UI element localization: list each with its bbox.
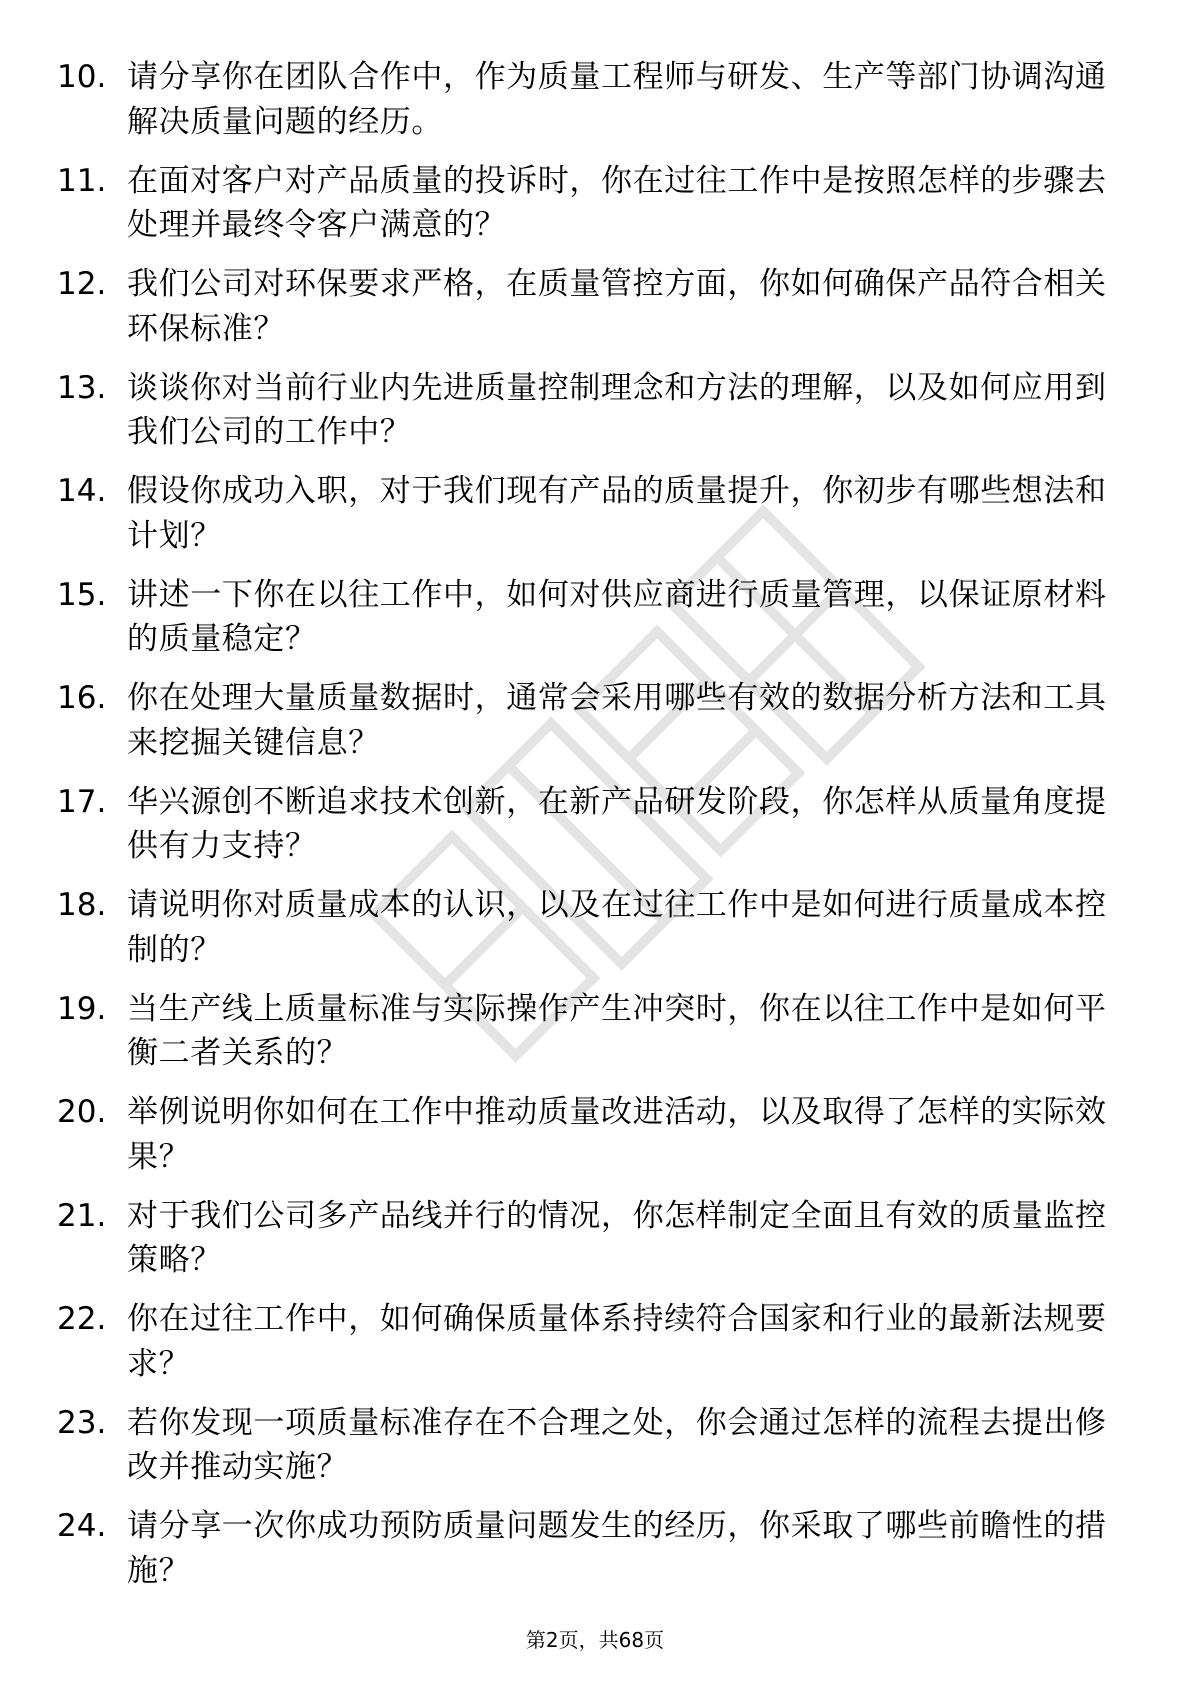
question-text: 在面对客户对产品质量的投诉时，你在过往工作中是按照怎样的步骤去处理并最终令客户满意的？ [127, 162, 1107, 243]
question-number: 11. [57, 162, 107, 199]
question-item [57, 780, 1107, 869]
question-item [57, 676, 1107, 765]
question-number: 13. [57, 369, 107, 406]
page-number: 第2页，共68页 [525, 1628, 665, 1652]
question-list [57, 55, 1107, 1608]
question-text: 你在处理大量质量数据时，通常会采用哪些有效的数据分析方法和工具来挖掘关键信息？ [127, 680, 1107, 761]
question-item [57, 883, 1107, 972]
question-text: 谈谈你对当前行业内先进质量控制理念和方法的理解，以及如何应用到我们公司的工作中？ [127, 369, 1107, 450]
question-item [57, 469, 1107, 558]
question-text: 假设你成功入职，对于我们现有产品的质量提升，你初步有哪些想法和计划？ [127, 473, 1107, 554]
question-item [57, 573, 1107, 662]
question-text: 对于我们公司多产品线并行的情况，你怎样制定全面且有效的质量监控策略？ [127, 1197, 1107, 1278]
question-number: 18. [57, 887, 107, 923]
question-item [57, 1401, 1107, 1490]
question-number: 23. [57, 1404, 107, 1441]
question-number: 24. [57, 1508, 107, 1544]
question-item [57, 262, 1107, 351]
question-text: 当生产线上质量标准与实际操作产生冲突时，你在以往工作中是如何平衡二者关系的？ [127, 990, 1107, 1071]
question-number: 16. [57, 680, 107, 716]
question-text: 华兴源创不断追求技术创新，在新产品研发阶段，你怎样从质量角度提供有力支持？ [127, 783, 1107, 864]
question-number: 12. [57, 266, 107, 302]
question-text: 请分享一次你成功预防质量问题发生的经历，你采取了哪些前瞻性的措施？ [127, 1508, 1107, 1589]
question-item [57, 1194, 1107, 1283]
question-item [57, 987, 1107, 1076]
question-text: 若你发现一项质量标准存在不合理之处，你会通过怎样的流程去提出修改并推动实施？ [127, 1404, 1107, 1485]
question-text: 讲述一下你在以往工作中，如何对供应商进行质量管理，以保证原材料的质量稳定？ [127, 576, 1107, 657]
question-item [57, 1297, 1107, 1386]
question-number: 14. [57, 473, 107, 509]
question-number: 22. [57, 1301, 107, 1337]
question-item [57, 1504, 1107, 1593]
question-text: 我们公司对环保要求严格，在质量管控方面，你如何确保产品符合相关环保标准？ [127, 266, 1107, 347]
question-item [57, 366, 1107, 455]
question-number: 17. [57, 783, 107, 820]
question-item [57, 55, 1107, 144]
question-item [57, 159, 1107, 248]
question-number: 21. [57, 1197, 107, 1234]
question-item [57, 1090, 1107, 1179]
question-text: 请分享你在团队合作中，作为质量工程师与研发、生产等部门协调沟通解决质量问题的经历。 [127, 59, 1107, 140]
question-number: 10. [57, 59, 107, 95]
question-number: 20. [57, 1094, 107, 1130]
question-number: 19. [57, 990, 107, 1027]
question-text: 请说明你对质量成本的认识，以及在过往工作中是如何进行质量成本控制的？ [127, 887, 1107, 968]
question-text: 你在过往工作中，如何确保质量体系持续符合国家和行业的最新法规要求？ [127, 1301, 1107, 1382]
question-number: 15. [57, 576, 107, 613]
question-text: 举例说明你如何在工作中推动质量改进活动，以及取得了怎样的实际效果？ [127, 1094, 1107, 1175]
